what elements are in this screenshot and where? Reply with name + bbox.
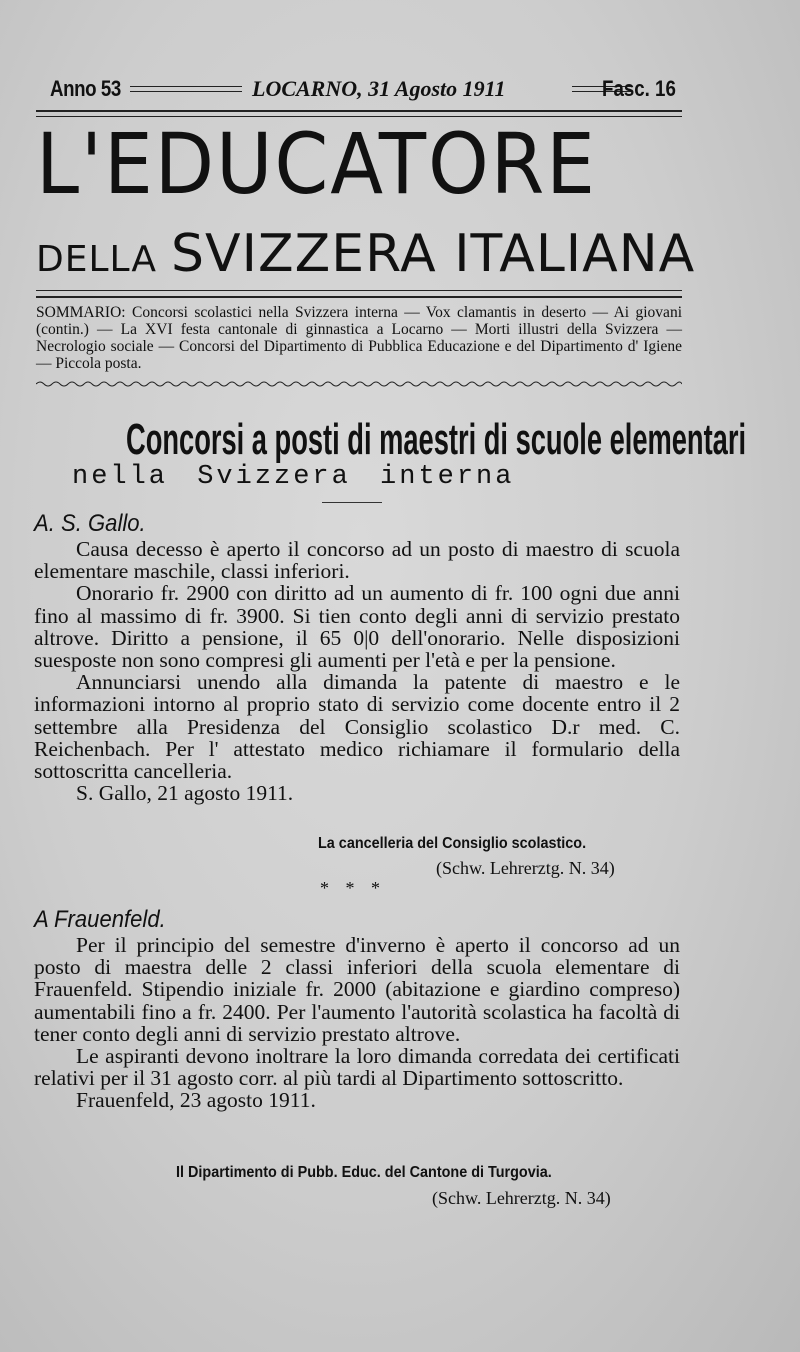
issue-number: Fasc. 16 xyxy=(602,76,676,101)
paragraph-date: S. Gallo, 21 agosto 1911. xyxy=(76,781,294,806)
paragraph-date: Frauenfeld, 23 agosto 1911. xyxy=(76,1088,316,1113)
paragraph: Causa decesso è aperto il concorso ad un posto di maestro di scuola elementare maschile, classi inferiori. xyxy=(34,537,680,584)
paragraph: Per il principio del semestre d'inverno è aperto il concorso ad un posto di maestra delle 2 classi inferiori della scuola elementare di Frauenfeld. Stipendio iniziale fr. 2000 (abitazione e giardino compreso) aumentabili fino a fr. 2400. Per l'aumento l'autorità scolastica ha facoltà di tener conto degli anni di servizio prestato altrove. xyxy=(34,933,680,1046)
header-rule-left xyxy=(130,86,242,92)
short-rule xyxy=(322,502,382,503)
masthead-rule-thick xyxy=(36,296,682,298)
section-heading-frauenfeld: A Frauenfeld. xyxy=(34,906,166,933)
asterism-separator: * * * xyxy=(320,878,386,898)
paragraph: Onorario fr. 2900 con diritto ad un aumento di fr. 100 ogni due anni fino al massimo di fr. 3900. Si tien conto degli anni di servizio prestato altrove. Diritto a pensione, il 65 0|0 dell'onorario. Nelle disposizioni suesposte non sono compresi gli aumenti per l'età e per la pensione. xyxy=(34,581,680,673)
reference-frauenfeld: (Schw. Lehrerztg. N. 34) xyxy=(432,1188,611,1208)
section-heading-san-gallo: A. S. Gallo. xyxy=(34,510,146,537)
journal-subtitle-della: DELLA xyxy=(36,239,158,280)
section-body-san-gallo xyxy=(34,538,680,804)
masthead-rule xyxy=(36,290,682,291)
journal-title: L'EDUCATORE xyxy=(36,115,597,213)
paragraph: Annunciarsi unendo alla dimanda la patente di maestro e le informazioni intorno al proprio stato di servizio come docente entro il 2 settembre alla Presidenza del Consiglio scolastico D.r med. C. Reichenbach. Per l' attestato medico richiamare il formulario della sottoscritta cancelleria. xyxy=(34,670,680,784)
table-of-contents: SOMMARIO: Concorsi scolastici nella Svizzera interna — Vox clamantis in deserto — Ai giovani (contin.) — La XVI festa cantonale di ginnastica a Locarno — Morti illustri della Svizzera — Necrologio sociale — Concorsi del Dipartimento di Pubblica Educazione e del Dipartimento d' Igiene — Piccola posta. xyxy=(36,304,682,372)
issue-place-date: LOCARNO, 31 Agosto 1911 xyxy=(252,76,506,101)
signature-san-gallo: La cancelleria del Consiglio scolastico. xyxy=(318,835,587,852)
issue-year: Anno 53 xyxy=(50,76,121,101)
reference-san-gallo: (Schw. Lehrerztg. N. 34) xyxy=(436,858,615,878)
issue-header xyxy=(48,72,680,106)
header-rule xyxy=(36,110,682,112)
article-headline: Concorsi a posti di maestri di scuole elementari xyxy=(126,415,747,464)
paragraph: Le aspiranti devono inoltrare la loro dimanda corredata dei certificati relativi per il 31 agosto corr. al più tardi al Dipartimento sottoscritto. xyxy=(34,1044,680,1091)
wavy-divider xyxy=(36,380,682,388)
journal-subtitle xyxy=(36,224,696,284)
section-body-frauenfeld xyxy=(34,934,680,1112)
signature-frauenfeld: Il Dipartimento di Pubb. Educ. del Cantone di Turgovia. xyxy=(176,1164,552,1181)
article-subheadline: nella Svizzera interna xyxy=(72,462,515,492)
journal-subtitle-main: SVIZZERA ITALIANA xyxy=(171,224,696,284)
